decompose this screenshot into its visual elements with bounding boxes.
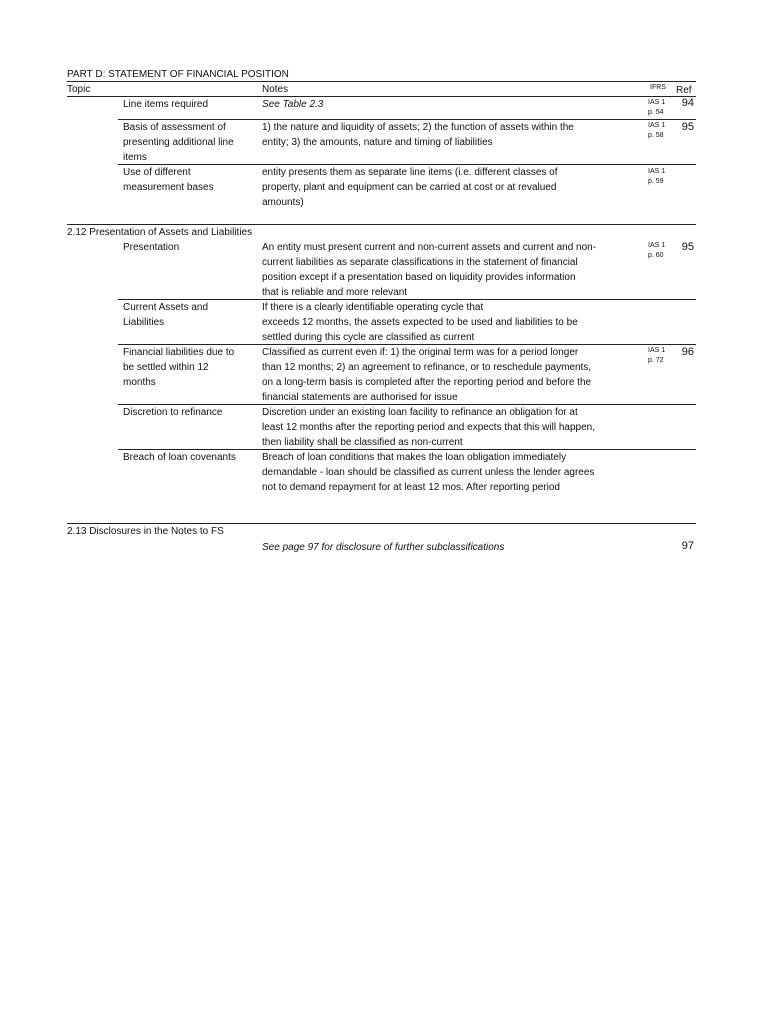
- row-ifrs: IAS 1 p. 54: [648, 99, 666, 116]
- row-notes: See Table 2.3: [262, 99, 324, 110]
- row-ifrs: IAS 1 p. 58: [648, 122, 666, 139]
- disclosure-note: See page 97 for disclosure of further subclassifications: [262, 542, 505, 553]
- row-notes: If there is a clearly identifiable operating cycle that exceeds 12 months, the assets expected to be used and liabilities to be settled during this cycle are classified as current: [262, 302, 578, 343]
- row-topic: Line items required: [123, 99, 209, 110]
- row-ref: 94: [681, 97, 694, 109]
- section-title-2-13: 2.13 Disclosures in the Notes to FS: [67, 526, 224, 537]
- column-header-notes: Notes: [262, 84, 289, 95]
- row-notes: 1) the nature and liquidity of assets; 2) the function of assets within the entity; 3) the amounts, nature and timing of liabilities: [262, 122, 574, 148]
- row-notes: An entity must present current and non-current assets and current and non- current liabilities as separate classifications in the statement of financial position except if a presentation based on liquidity provides information that is reliable and more relevant: [262, 242, 597, 298]
- row-notes: Breach of loan conditions that makes the loan obligation immediately demandable - loan should be classified as current unless the lender agrees not to demand repayment for at least 12 mos. After reporting period: [262, 452, 595, 493]
- row-ref: 96: [681, 346, 694, 358]
- row-topic: Discretion to refinance: [123, 407, 223, 418]
- part-title: PART D: STATEMENT OF FINANCIAL POSITION: [67, 69, 289, 80]
- row-notes: entity presents them as separate line items (i.e. different classes of property, plant and equipment can be carried at cost or at revalued amounts): [262, 167, 558, 208]
- row-topic: Current Assets and Liabilities: [123, 302, 209, 328]
- section-title-2-12: 2.12 Presentation of Assets and Liabilities: [67, 227, 253, 238]
- row-topic: Basis of assessment of presenting additional line items: [123, 122, 234, 163]
- row-topic: Breach of loan covenants: [123, 452, 236, 463]
- row-notes: Classified as current even if: 1) the original term was for a period longer than 12 months; 2) an agreement to refinance, or to reschedule payments, on a long-term basis is completed after the reporting period and before the financial statements are authorised for issue: [262, 347, 592, 403]
- row-notes: Discretion under an existing loan facility to refinance an obligation for at least 12 months after the reporting period and expects that this will happen, then liability shall be classified as non-current: [262, 407, 595, 448]
- row-topic: Presentation: [123, 242, 180, 253]
- column-header-ref: Ref: [676, 85, 692, 96]
- header-rule-top: [67, 81, 696, 82]
- row-topic: Financial liabilities due to be settled within 12 months: [123, 347, 235, 388]
- row-ref: 95: [681, 241, 694, 253]
- row-ifrs: IAS 1 p. 72: [648, 347, 666, 364]
- row-ifrs: IAS 1 p. 59: [648, 168, 666, 185]
- row-topic: Use of different measurement bases: [123, 167, 214, 193]
- disclosure-ref: 97: [681, 540, 694, 552]
- column-header-topic: Topic: [67, 84, 91, 95]
- column-header-ifrs: IFRS: [650, 84, 666, 91]
- row-ref: 95: [681, 121, 694, 133]
- row-ifrs: IAS 1 p. 60: [648, 242, 666, 259]
